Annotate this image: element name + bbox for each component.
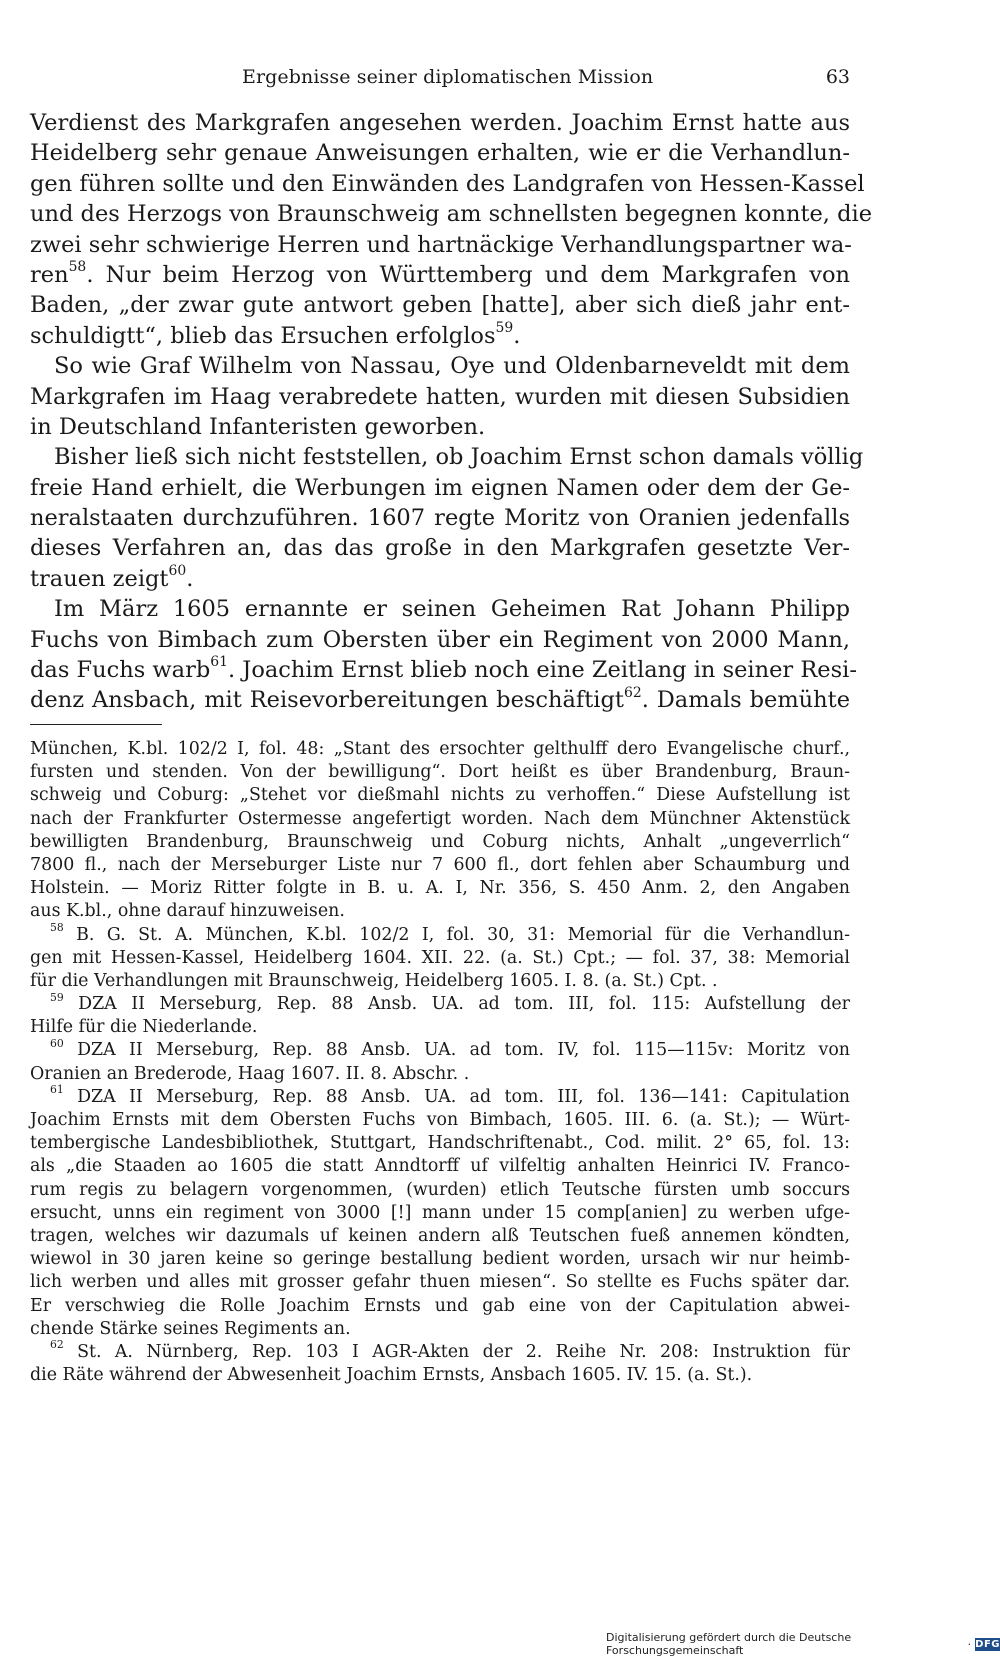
body-line xyxy=(30,625,850,655)
footnote-text: lich werben und alles mit grosser gefahr thuen miesen“. So stellte es Fuchs später dar. xyxy=(30,1272,850,1293)
body-line xyxy=(30,260,850,290)
footnote-text: die Räte während der Abwesenheit Joachim Ernsts, Ansbach 1605. IV. 15. (a. St.). xyxy=(30,1365,753,1386)
footnote-number: 58 xyxy=(50,921,64,935)
body-text: zwei sehr schwierige Herren und hartnäckige Verhandlungspartner wa- xyxy=(30,231,852,258)
footnote-text: rum regis zu belagern vorgenommen, (wurden) etlich Teutsche fürsten umb soccurs xyxy=(30,1179,850,1200)
footnote-line xyxy=(30,1109,850,1132)
body-line xyxy=(30,108,850,138)
footnote-text: Joachim Ernsts mit dem Obersten Fuchs von Bimbach, 1605. III. 6. (a. St.); — Würt- xyxy=(30,1110,850,1130)
body-text: So wie Graf Wilhelm von Nassau, Oye und Oldenbarneveldt mit dem xyxy=(54,353,850,380)
footnote-line xyxy=(30,877,850,900)
footnote-text: DZA II Merseburg, Rep. 88 Ansb. UA. ad tom. III, fol. 115: Aufstellung der xyxy=(63,994,850,1015)
body-text: ren xyxy=(30,261,69,288)
body-line xyxy=(30,442,864,472)
footnote-separator xyxy=(30,724,162,725)
body-text: Verdienst des Markgrafen angesehen werden. Joachim Ernst hatte aus xyxy=(30,110,850,136)
footnote-reference: 61 xyxy=(210,654,228,671)
body-text: denz Ansbach, mit Reisevorbereitungen beschäftigt xyxy=(30,687,624,714)
footnote-reference: 62 xyxy=(623,684,642,701)
footnote-reference: 59 xyxy=(495,320,514,337)
footnote-text: chende Stärke seines Regiments an. xyxy=(30,1318,351,1339)
footnote-line xyxy=(30,900,850,923)
footnote-text: für die Verhandlungen mit Braunschweig, Heidelberg 1605. I. 8. (a. St.) Cpt. . xyxy=(30,970,718,991)
footnote-line xyxy=(30,1179,850,1202)
body-line xyxy=(30,138,850,168)
footnote-line xyxy=(30,990,850,1016)
footnote-text: Er verschwieg die Rolle Joachim Ernsts und gab eine von der Capitulation abwei- xyxy=(30,1295,850,1316)
body-text: Markgrafen im Haag verabredete hatten, wurden mit diesen Subsidien xyxy=(30,383,850,410)
body-line xyxy=(30,594,850,624)
footnote-number: 62 xyxy=(50,1338,64,1352)
footnote-reference: 60 xyxy=(168,563,187,580)
footnote-text: tembergische Landesbibliothek, Stuttgart, Handschriftenabt., Cod. milit. 2° 65, fol. 13: xyxy=(30,1133,850,1154)
footnote-line xyxy=(30,1271,850,1294)
body-text: dieses Verfahren an, das das große in den Markgrafen gesetzte Ver- xyxy=(30,535,850,562)
footnote-line xyxy=(30,831,850,854)
running-title: Ergebnisse seiner diplomatischen Mission xyxy=(242,66,654,88)
footnote-text: DZA II Merseburg, Rep. 88 Ansb. UA. ad tom. III, fol. 136—141: Capitulation xyxy=(63,1086,850,1107)
footnote-number: 60 xyxy=(50,1037,64,1051)
footnote-text: ersucht, unns ein regiment von 3000 [!] mann under 15 comp[anien] zu werben ufge- xyxy=(30,1202,850,1223)
body-text: neralstaaten durchzuführen. 1607 regte Moritz von Oranien jedenfalls xyxy=(30,505,850,532)
footnote-text: als „die Staaden ao 1605 die statt Anndtorff uf vilfeltig anhalten Heinrici IV. Franco- xyxy=(30,1156,850,1177)
body-text: gen führen sollte und den Einwänden des Landgrafen von Hessen-Kassel xyxy=(30,170,865,197)
digitization-footer: Digitalisierung gefördert durch die Deutsche Forschungsgemeinschaft · DFG xyxy=(606,1631,1000,1657)
footnote-reference: 58 xyxy=(68,259,87,276)
body-text: . Joachim Ernst blieb noch eine Zeitlang in seiner Resi- xyxy=(228,657,857,684)
body-text: . xyxy=(186,565,194,592)
body-line xyxy=(30,382,850,412)
footnote-text: schweig und Coburg: „Stehet vor dießmahl nichts zu verhoffen.“ Diese Aufstellung ist xyxy=(30,785,850,806)
body-text: und des Herzogs von Braunschweig am schnellsten begegnen konnte, die xyxy=(30,201,873,228)
footnote-line xyxy=(30,1202,850,1225)
body-text: schuldigtt“, blieb das Ersuchen erfolglos xyxy=(30,322,496,349)
body-line xyxy=(30,351,850,381)
body-text: freie Hand erhielt, die Werbungen im eignen Namen oder dem der Ge- xyxy=(30,474,850,501)
footnote-line xyxy=(30,808,850,831)
footnote-line xyxy=(30,784,850,807)
running-header xyxy=(30,66,850,96)
footnote-text: Holstein. — Moriz Ritter folgte in B. u. A. I, Nr. 356, S. 450 Anm. 2, den Angaben xyxy=(30,878,850,899)
body-line xyxy=(30,230,850,260)
body-line xyxy=(30,533,850,563)
footnote-line xyxy=(30,1016,850,1039)
page-number: 63 xyxy=(825,66,850,88)
body-line xyxy=(30,412,850,442)
body-text: in Deutschland Infanteristen geworben. xyxy=(30,413,486,440)
footnote-line xyxy=(30,1039,850,1062)
footnote-line xyxy=(30,1338,850,1364)
footnote-number: 59 xyxy=(50,990,64,1004)
footnote-text: nach der Frankfurter Ostermesse angefertigt worden. Nach dem Münchner Aktenstück xyxy=(30,808,850,829)
body-line xyxy=(30,685,850,715)
footnote-text: Oranien an Brederode, Haag 1607. II. 8. Abschr. . xyxy=(30,1063,470,1084)
footnote-number: 61 xyxy=(50,1083,64,1097)
footnote-text: St. A. Nürnberg, Rep. 103 I AGR-Akten der 2. Reihe Nr. 208: Instruktion für xyxy=(63,1341,850,1362)
footnote-line xyxy=(30,1132,850,1155)
footnote-line xyxy=(30,1083,850,1109)
footnote-text: fursten und stenden. Von der bewilligung“. Dort heißt es über Brandenburg, Braun- xyxy=(30,762,850,783)
footnote-text: DZA II Merseburg, Rep. 88 Ansb. UA. ad tom. IV, fol. 115—115v: Moritz von xyxy=(63,1040,850,1061)
body-line xyxy=(30,473,850,503)
body-text: Baden, „der zwar gute antwort geben [hatte], aber sich dieß jahr ent- xyxy=(30,292,850,319)
footnote-line xyxy=(30,738,850,761)
body-text: Bisher ließ sich nicht feststellen, ob Joachim Ernst schon damals völlig xyxy=(54,444,864,471)
footnote-line xyxy=(30,947,850,970)
footnote-text: 7800 fl., nach der Merseburger Liste nur 7 600 fl., dort fehlen aber Schaumburg und xyxy=(30,854,850,875)
footnote-text: gen mit Hessen-Kassel, Heidelberg 1604. XII. 22. (a. St.) Cpt.; — fol. 37, 38: Memorial xyxy=(30,947,850,968)
body-text: trauen zeigt xyxy=(30,565,169,592)
body-text: Fuchs von Bimbach zum Obersten über ein Regiment von 2000 Mann, xyxy=(30,626,850,653)
body-text: . Damals bemühte xyxy=(641,687,851,714)
body-line xyxy=(30,564,850,594)
footnote-line xyxy=(30,1225,850,1248)
body-text: Heidelberg sehr genaue Anweisungen erhalten, wie er die Verhandlun- xyxy=(30,140,850,167)
footnote-text: Hilfe für die Niederlande. xyxy=(30,1017,258,1038)
footnote-line xyxy=(30,921,850,947)
footnote-line xyxy=(30,1155,850,1178)
body-line xyxy=(30,199,873,229)
footnote-line xyxy=(30,970,850,993)
funding-note: Digitalisierung gefördert durch die Deutsche Forschungsgemeinschaft xyxy=(606,1631,852,1657)
body-line xyxy=(30,169,865,199)
footnote-text: wiewol in 30 jaren keine so geringe bestallung bedient worden, ursach wir nur heimb- xyxy=(30,1249,850,1270)
footnotes xyxy=(30,738,850,1387)
main-text xyxy=(30,108,873,716)
footnote-line xyxy=(30,1248,850,1271)
footnote-line xyxy=(30,1295,850,1318)
footnote-line xyxy=(30,854,850,877)
footnote-line xyxy=(30,1318,850,1341)
body-line xyxy=(30,321,850,351)
body-text: das Fuchs warb xyxy=(30,657,211,684)
footnote-text: B. G. St. A. München, K.bl. 102/2 I, fol. 30, 31: Memorial für die Verhandlun- xyxy=(63,924,850,945)
footnote-text: tragen, welches wir dazumals uf keinen andern alß Teutschen fueß annemen köndten, xyxy=(30,1225,850,1246)
body-line xyxy=(30,503,850,533)
footnote-text: aus K.bl., ohne darauf hinzuweisen. xyxy=(30,901,345,922)
body-text: Im März 1605 ernannte er seinen Geheimen Rat Johann Philipp xyxy=(54,596,850,623)
dfg-logo: DFG xyxy=(975,1638,1000,1650)
footnote-text: bewilligten Brandenburg, Braunschweig und Coburg nichts, Anhalt „ungeverrlich“ xyxy=(30,831,850,852)
body-line xyxy=(30,290,850,320)
body-text: . xyxy=(513,322,521,349)
body-text: . Nur beim Herzog von Württemberg und dem Markgrafen von xyxy=(86,261,850,288)
footnote-line xyxy=(30,1364,850,1387)
footnote-line xyxy=(30,761,850,784)
body-line xyxy=(30,654,857,685)
footnote-line xyxy=(30,1063,850,1086)
footnote-text: München, K.bl. 102/2 I, fol. 48: „Stant des ersochter gelthulff dero Evangelische churf., xyxy=(30,739,850,759)
